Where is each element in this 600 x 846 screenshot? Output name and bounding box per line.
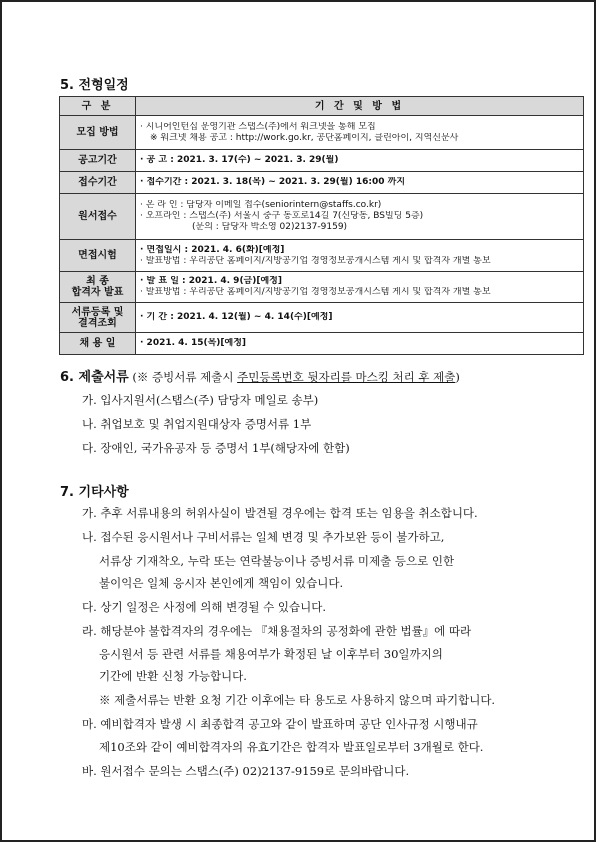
content-line: · 접수기간 : 2021. 3. 18(목) ~ 2021. 3. 29(월) 16:00 까지: [140, 177, 406, 187]
table-row: [60, 240, 584, 272]
list-item: 마. 예비합격자 발생 시 최종합격 공고와 같이 발표하며 공단 인사규정 시행내규: [82, 717, 478, 731]
table-row: [60, 172, 584, 194]
list-item: 다. 상기 일정은 사정에 의해 변경될 수 있습니다.: [82, 600, 326, 614]
table-row: [60, 194, 584, 240]
content-line: · 온 라 인 : 담당자 이메일 접수(seniorintern@staffs.co.kr): [140, 200, 382, 210]
content-line: · 발표방법 : 우리공단 홈페이지/지방공기업 경영정보공개시스템 게시 및 합격자 개별 통보: [140, 287, 491, 297]
row-content: [136, 172, 584, 194]
list-item: 다. 장애인, 국가유공자 등 증명서 1부(해당자에 한함): [82, 441, 350, 455]
list-item: 라. 해당분야 불합격자의 경우에는 『채용절차의 공정화에 관한 법률』에 따라: [82, 624, 472, 638]
list-item-continued: 응시원서 등 관련 서류를 채용여부가 확정된 날 이후부터 30일까지의: [99, 647, 443, 661]
list-item: 가. 추후 서류내용의 허위사실이 발견될 경우에는 합격 또는 임용을 취소합니다.: [82, 506, 478, 520]
table-row: [60, 303, 584, 333]
list-item: 나. 접수된 응시원서나 구비서류는 일체 변경 및 추가보완 등이 불가하고,: [82, 530, 445, 544]
section-6-heading: [60, 366, 460, 385]
list-item-continued: 제10조와 같이 예비합격자의 유효기간은 합격자 발표일로부터 3개월로 한다.: [99, 740, 484, 754]
list-item-continued: 서류상 기재착오, 누락 또는 연락불능이나 증빙서류 미제출 등으로 인한: [99, 554, 455, 568]
content-line: · 오프라인 : 스탭스(주) 서울시 중구 동호로14길 7(신당동, BS빌딩 5층): [140, 211, 424, 221]
row-label: 접수기간: [60, 172, 136, 194]
section-6-note-underlined: 주민등록번호 뒷자리를 마스킹 처리 후 제출: [237, 370, 456, 384]
row-content: [136, 303, 584, 333]
content-line: ※ 워크넷 채용 공고 : http://work.go.kr, 공단홈페이지, 클린아이, 지역신문사: [150, 132, 459, 143]
content-line: · 발표방법 : 우리공단 홈페이지/지방공기업 경영정보공개시스템 게시 및 합격자 개별 통보: [140, 255, 491, 266]
row-content: [136, 240, 584, 272]
row-label: 채 용 일: [60, 333, 136, 355]
label-line: 결격조회: [78, 317, 117, 329]
table-row: [60, 116, 584, 150]
content-line: · 발 표 일 : 2021. 4. 9(금)[예정]: [140, 276, 282, 286]
content-line: (문의 : 담당자 박소영 02)2137-9159): [192, 222, 348, 232]
content-line: · 기 간 : 2021. 4. 12(월) ~ 4. 14(수)[예정]: [140, 312, 333, 322]
content-line: · 2021. 4. 15(목)[예정]: [140, 338, 247, 348]
content-line: · 시니어인턴십 운영기관 스탭스(주)에서 워크넷을 통해 모집: [140, 121, 376, 132]
label-line: 최 종: [86, 276, 109, 287]
section-5-title: 5. 전형일정: [60, 78, 129, 93]
list-item-continued: 기간에 반환 신청 가능합니다.: [99, 669, 247, 683]
row-content: [136, 333, 584, 355]
row-label: [60, 272, 136, 303]
table-row: [60, 333, 584, 355]
table-row: [60, 272, 584, 303]
section-6-title: 6. 제출서류: [60, 370, 129, 385]
row-content: [136, 194, 584, 240]
section-6-note-post: ): [455, 370, 460, 384]
row-content: [136, 150, 584, 172]
row-content: [136, 272, 584, 303]
label-line: 합격자 발표: [71, 287, 124, 298]
list-item-note: ※ 제출서류는 반환 요청 기간 이후에는 타 용도로 사용하지 않으며 파기합니다.: [99, 693, 496, 707]
row-label: [60, 303, 136, 333]
label-line: 서류등록 및: [71, 306, 124, 318]
section-7-title: 7. 기타사항: [60, 485, 129, 500]
list-item: 가. 입사지원서(스탭스(주) 담당자 메일로 송부): [82, 393, 319, 407]
table-row: [60, 150, 584, 172]
row-content: [136, 116, 584, 150]
content-line: · 공 고 : 2021. 3. 17(수) ~ 2021. 3. 29(월): [140, 155, 339, 165]
list-item: 나. 취업보호 및 취업지원대상자 증명서류 1부: [82, 417, 312, 431]
content-line: · 면접일시 : 2021. 4. 6(화)[예정]: [140, 244, 285, 255]
section-6-note-pre: (※ 증빙서류 제출시: [132, 370, 238, 384]
schedule-table: [59, 96, 584, 355]
row-label: 공고기간: [60, 150, 136, 172]
list-item: 바. 원서접수 문의는 스탭스(주) 02)2137-9159로 문의바랍니다.: [82, 764, 410, 778]
row-label: 원서접수: [60, 194, 136, 240]
list-item-continued: 불이익은 일체 응시자 본인에게 책임이 있습니다.: [99, 576, 344, 590]
row-label: 면접시험: [60, 240, 136, 272]
row-label: 모집 방법: [60, 116, 136, 150]
header-period-method: 기 간 및 방 법: [136, 97, 584, 116]
header-category: 구 분: [60, 97, 136, 116]
table-header-row: [60, 97, 584, 116]
